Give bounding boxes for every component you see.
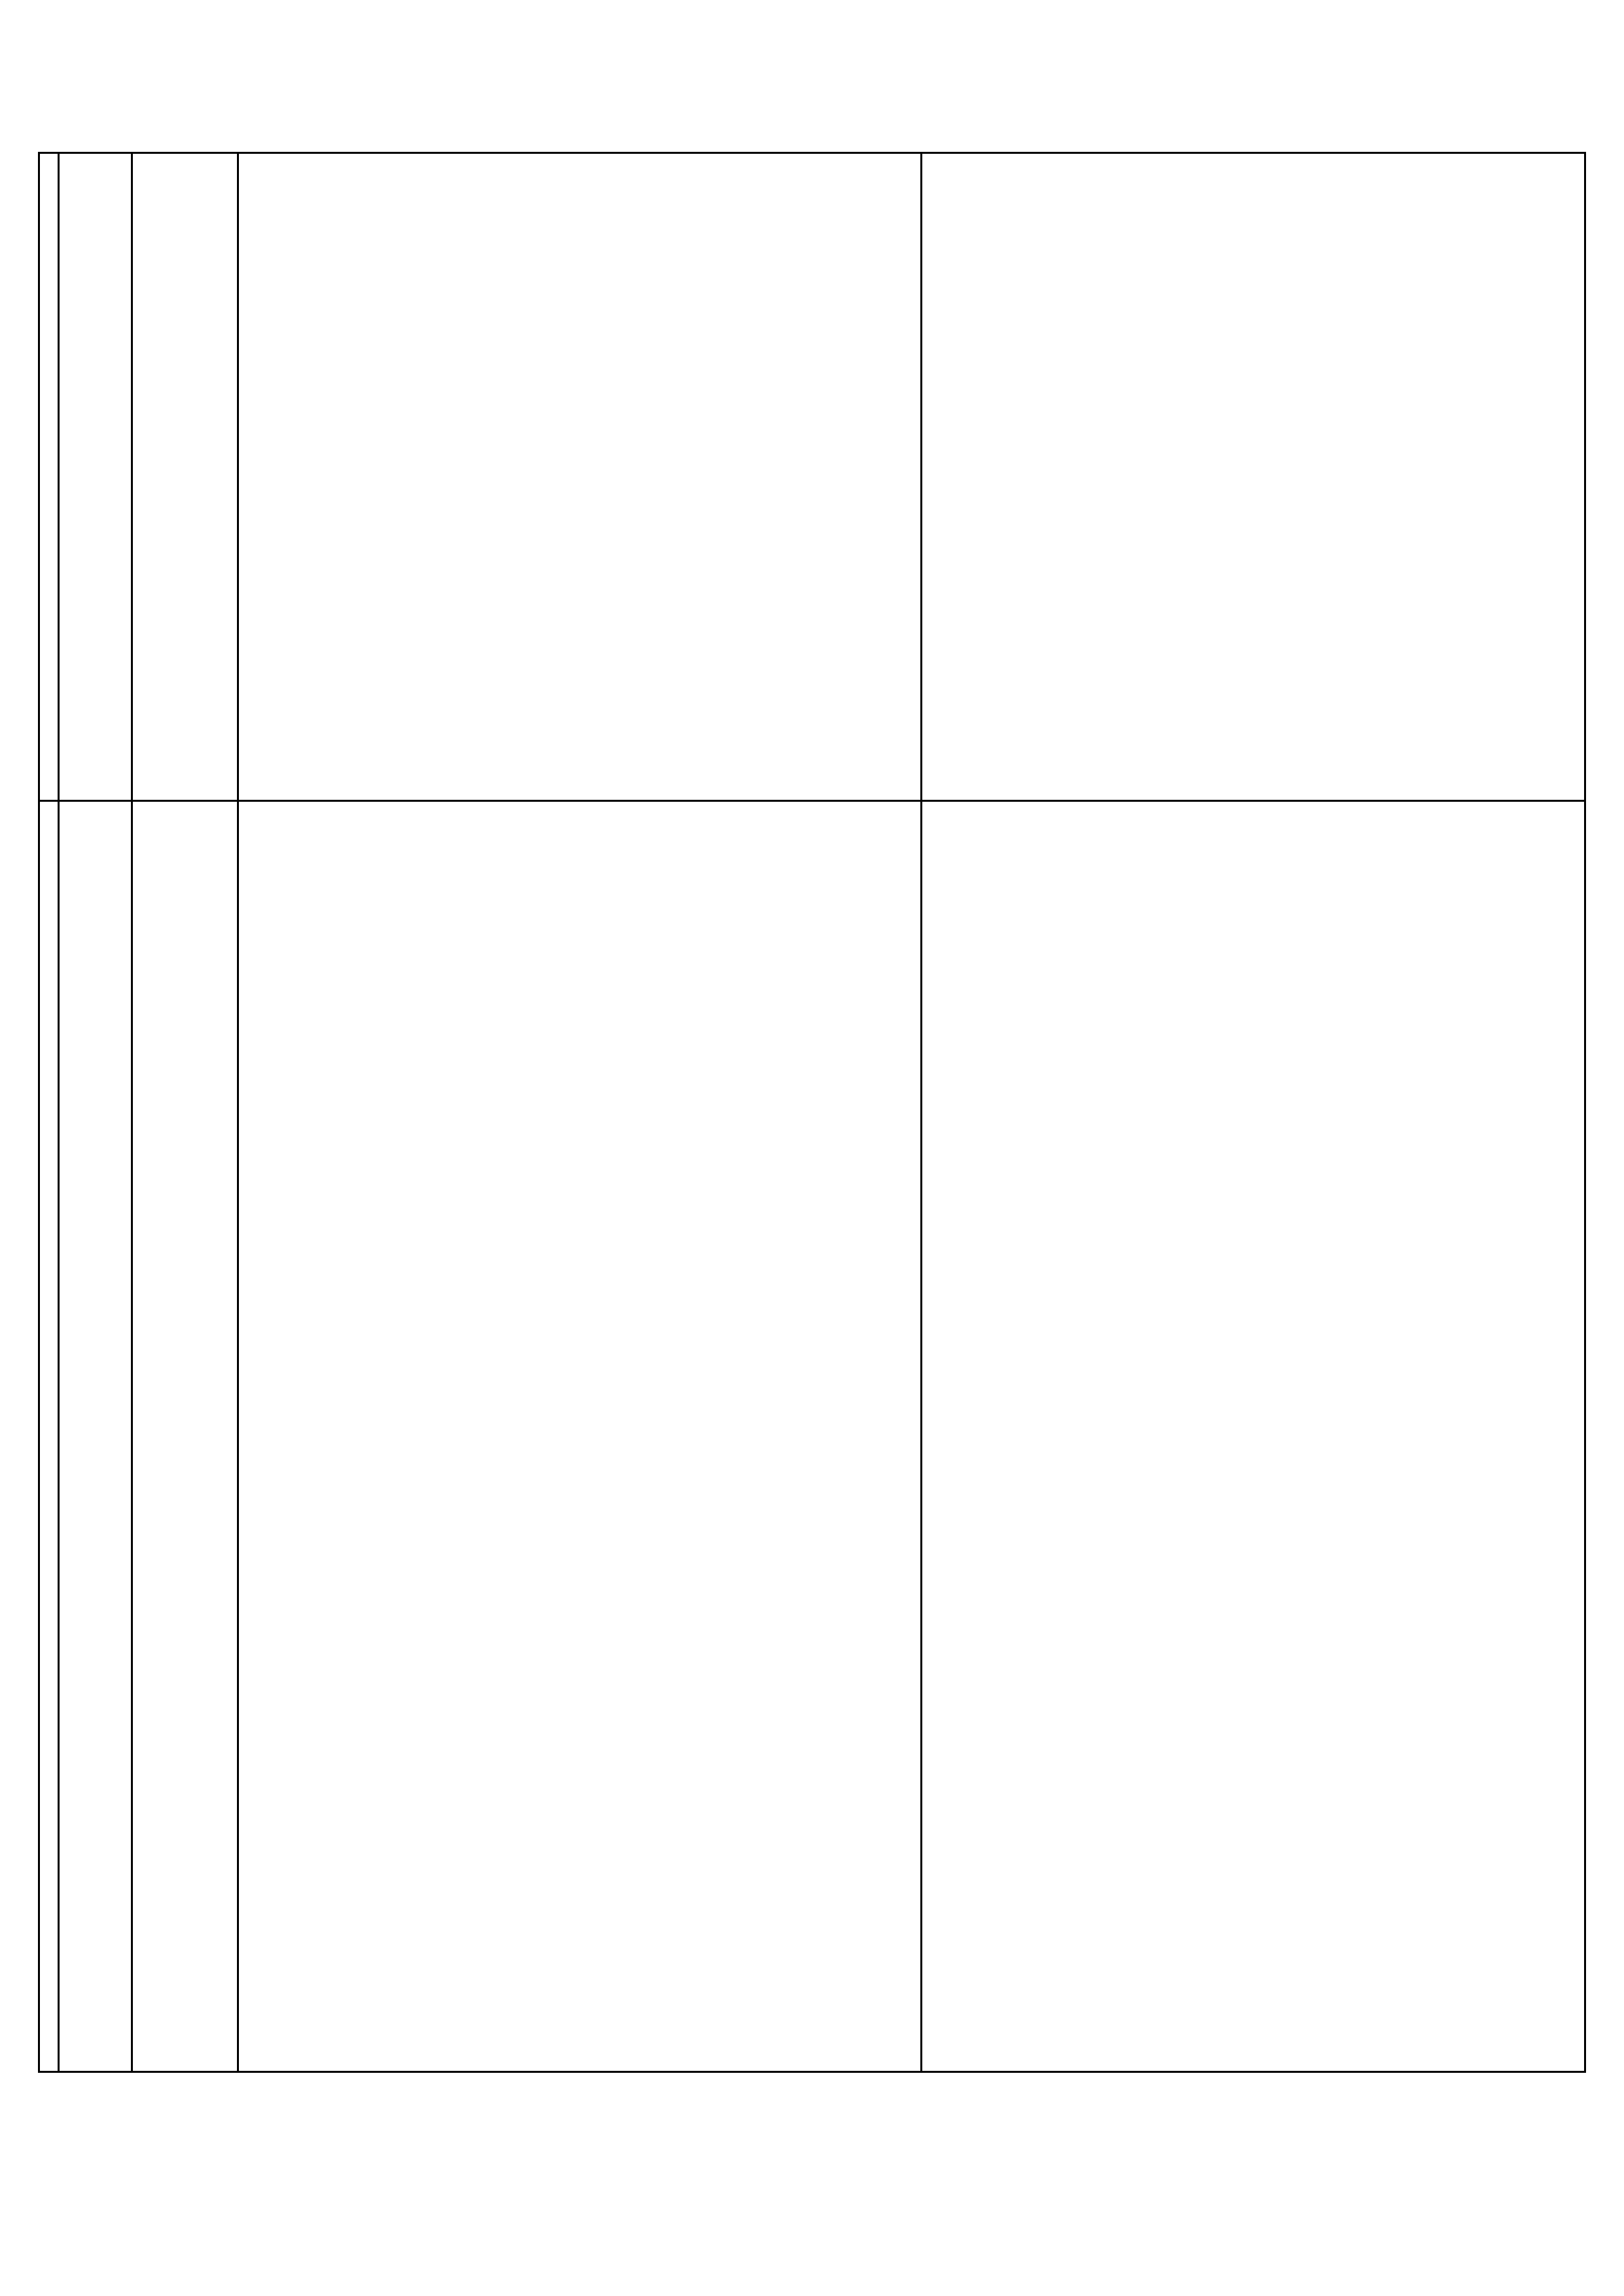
medium-risk-area-cell <box>238 153 922 801</box>
city-cell <box>132 801 238 2072</box>
city-cell <box>132 153 238 801</box>
blank-cell <box>39 153 59 801</box>
risk-area-table <box>38 152 1586 2073</box>
blank-cell <box>39 801 59 2072</box>
low-risk-area-cell <box>922 801 1585 2072</box>
low-risk-area-cell <box>922 153 1585 801</box>
region-cell <box>59 153 132 801</box>
region-cell <box>59 801 132 2072</box>
table-row <box>39 153 1585 801</box>
medium-risk-area-cell <box>238 801 922 2072</box>
table-row <box>39 801 1585 2072</box>
